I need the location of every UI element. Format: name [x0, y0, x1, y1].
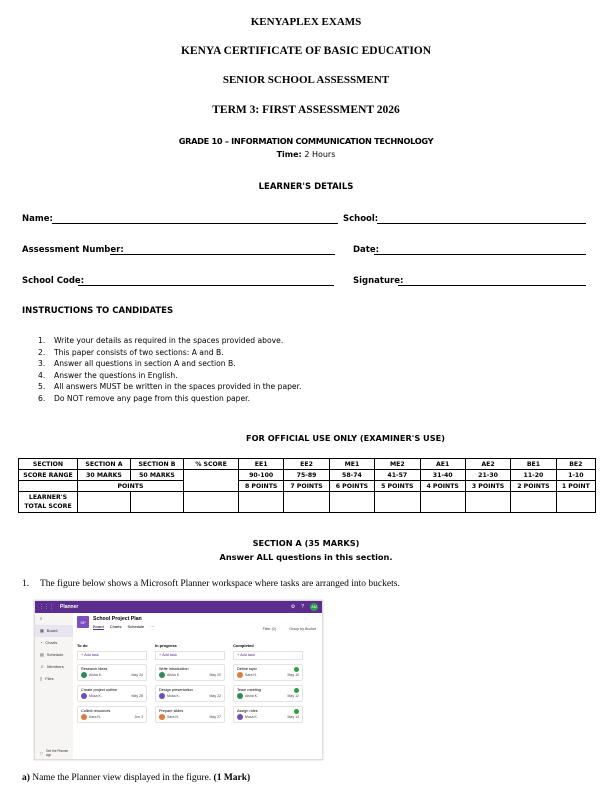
task-card: Research ideas Aisha K. May 24 [77, 664, 147, 681]
table-cell: BE2 [556, 459, 595, 470]
table-cell [284, 492, 329, 513]
table-cell: 3 POINTS [465, 481, 510, 492]
bucket-title: To do [77, 643, 88, 648]
table-row [19, 459, 596, 470]
table-cell: LEARNER'S TOTAL SCORE [19, 492, 78, 513]
help-icon: ? [301, 604, 304, 610]
table-cell: 6 POINTS [329, 481, 374, 492]
table-cell [329, 492, 374, 513]
table-cell [184, 470, 239, 492]
question-1 [22, 579, 400, 589]
sidebar-item-files: ▯ Files [35, 673, 73, 685]
question-text: The figure below shows a Microsoft Planner workspace where tasks are arranged into buckets. [40, 579, 400, 589]
planner-figure [34, 600, 323, 760]
signature-field[interactable] [398, 285, 586, 286]
avatar [81, 693, 87, 699]
table-cell: 75-89 [284, 470, 329, 481]
check-icon [294, 667, 299, 672]
exam-body: KENYAPLEX EXAMS [250, 16, 362, 28]
question-1a [22, 773, 250, 783]
board-icon: ▦ [40, 628, 44, 633]
table-cell: 31-40 [420, 470, 465, 481]
tab-board: Board [93, 624, 104, 629]
app-launcher-icon: ⋮⋮⋮ [39, 604, 54, 610]
plan-tabs [93, 624, 154, 630]
get-app-link: ▢ Get the Planner app [40, 749, 69, 757]
instructions-list [38, 335, 301, 404]
time-label: Time: [276, 150, 302, 159]
task-card: Prepare slides Sara N. May 27 [155, 706, 225, 723]
assessment-number-field[interactable] [110, 254, 335, 255]
tab-schedule: Schedule [127, 624, 145, 629]
table-cell: 58-74 [329, 470, 374, 481]
date-label: Date: [353, 245, 380, 255]
section-a-subheading: Answer ALL questions in this section. [219, 552, 393, 562]
score-table [18, 458, 596, 513]
question-number: 1. [22, 579, 30, 589]
name-label: Name: [22, 214, 53, 224]
subject-title: GRADE 10 – INFORMATION COMMUNICATION TECHNOLOGY [178, 136, 434, 146]
planner-main [77, 615, 318, 759]
plan-title: School Project Plan [93, 616, 142, 622]
table-cell: 5 POINTS [375, 481, 420, 492]
check-icon [294, 709, 299, 714]
school-code-label: School Code: [22, 276, 85, 286]
table-row [19, 470, 596, 481]
bucket-to-do [77, 643, 147, 727]
table-cell: 41-57 [375, 470, 420, 481]
table-cell: 30 MARKS [78, 470, 131, 481]
section-a-heading: SECTION A (35 MARKS) [252, 538, 360, 548]
table-row [19, 492, 596, 513]
table-cell: 4 POINTS [420, 481, 465, 492]
instruction-item: 6. Do NOT remove any page from this question paper. [38, 393, 251, 403]
check-icon [294, 688, 299, 693]
assessment-number-label: Assessment Number: [22, 245, 124, 255]
term-title: TERM 3: FIRST ASSESSMENT 2026 [212, 104, 400, 116]
task-card: Create project outline Musa K. May 28 [77, 685, 147, 702]
date-field[interactable] [374, 254, 586, 255]
table-cell[interactable] [78, 492, 131, 513]
plan-badge: SP [77, 616, 89, 628]
table-cell [465, 492, 510, 513]
table-cell: SCORE RANGE [19, 470, 78, 481]
add-task-button: + Add task [155, 651, 225, 660]
bucket-in-progress [155, 643, 225, 727]
task-card: Write introduction Aisha K. May 20 [155, 664, 225, 681]
table-row [19, 481, 596, 492]
settings-icon: ⚙ [290, 604, 296, 610]
school-label: School: [343, 214, 379, 224]
table-cell: 8 POINTS [239, 481, 284, 492]
planner-app-name: Planner [60, 604, 79, 610]
table-cell: ME2 [375, 459, 420, 470]
filter-button: Filter (0) [262, 627, 276, 631]
table-cell: 11-20 [511, 470, 556, 481]
bucket-title: In progress [155, 643, 177, 648]
name-field[interactable] [52, 223, 338, 224]
file-icon: ▯ [40, 676, 43, 681]
task-card: Design presentation Musa K. May 22 [155, 685, 225, 702]
table-cell: SECTION B [131, 459, 184, 470]
part-marks: (1 Mark) [213, 773, 251, 783]
table-cell: EE2 [284, 459, 329, 470]
avatar [159, 693, 165, 699]
avatar [81, 714, 87, 720]
instruction-item: 1. Write your details as required in the spaces provided above. [38, 336, 284, 345]
official-use-heading: FOR OFFICIAL USE ONLY (EXAMINER'S USE) [246, 433, 445, 443]
part-text: Name the Planner view displayed in the figure. [32, 773, 212, 783]
sidebar-item-charts: ◔ Charts [35, 637, 73, 649]
table-cell: 21-30 [465, 470, 510, 481]
table-cell: EE1 [239, 459, 284, 470]
table-cell [420, 492, 465, 513]
avatar [237, 714, 243, 720]
bucket-completed [233, 643, 303, 727]
signature-label: Signature: [353, 276, 404, 286]
planner-sidebar [35, 613, 73, 759]
time-value: 2 Hours [304, 150, 336, 159]
avatar: AM [311, 605, 317, 609]
instruction-item: 3. Answer all questions in section A and section B. [38, 359, 236, 368]
calendar-icon: ▤ [40, 652, 44, 657]
sidebar-item-members: ☺ Members [35, 661, 73, 673]
task-card: Team meeting Aisha K. May 12 [233, 685, 303, 702]
table-cell: SECTION [19, 459, 78, 470]
instruction-item: 2. This paper consists of two sections: A and B. [38, 347, 224, 357]
table-cell: ME1 [329, 459, 374, 470]
certificate-title: KENYA CERTIFICATE OF BASIC EDUCATION [180, 45, 432, 57]
tab-more: ··· [150, 624, 155, 629]
table-cell: AE1 [420, 459, 465, 470]
bucket-title: Completed [233, 643, 254, 648]
tab-charts: Charts [109, 624, 122, 629]
sidebar-item-board: ▦ Board [35, 625, 73, 637]
table-cell: 2 POINTS [511, 481, 556, 492]
school-field[interactable] [377, 223, 586, 224]
members-icon: ☺ [40, 664, 45, 669]
table-cell: % SCORE [184, 459, 239, 470]
table-cell: 1 POINT [556, 481, 595, 492]
table-cell: 7 POINTS [284, 481, 329, 492]
sidebar-item-schedule: ▤ Schedule [35, 649, 73, 661]
phone-icon: ▢ [40, 751, 44, 755]
group-by-button: Group by Bucket [289, 627, 316, 631]
table-cell[interactable] [131, 492, 184, 513]
table-cell: AE2 [465, 459, 510, 470]
school-code-field[interactable] [78, 285, 334, 286]
table-cell: POINTS [78, 481, 184, 492]
table-cell: SECTION A [78, 459, 131, 470]
chart-icon: ◔ [40, 640, 43, 645]
table-cell [511, 492, 556, 513]
assessment-title: SENIOR SCHOOL ASSESSMENT [222, 74, 390, 86]
add-task-button: + Add task [233, 651, 303, 660]
table-cell [556, 492, 595, 513]
avatar [159, 714, 165, 720]
task-card: Collect resources Sara N. Jun 3 [77, 706, 147, 723]
table-cell [375, 492, 420, 513]
task-card: Define topic Sara N. May 10 [233, 664, 303, 681]
avatar [237, 693, 243, 699]
avatar [159, 672, 165, 678]
task-card: Assign roles Musa K. May 14 [233, 706, 303, 723]
table-cell: 90-100 [239, 470, 284, 481]
time-line [0, 150, 612, 159]
avatar [81, 672, 87, 678]
table-cell: 50 MARKS [131, 470, 184, 481]
table-cell [19, 481, 78, 492]
instruction-item: 4. Answer the questions in English. [38, 370, 178, 380]
table-cell [239, 492, 284, 513]
table-cell: 1-10 [556, 470, 595, 481]
planner-topbar [35, 601, 322, 613]
learner-details-heading: LEARNER'S DETAILS [258, 182, 354, 192]
add-task-button: + Add task [77, 651, 147, 660]
hamburger-icon: ≡ [40, 616, 43, 621]
table-cell: BE1 [511, 459, 556, 470]
avatar [237, 672, 243, 678]
instruction-item: 5. All answers MUST be written in the spaces provided in the paper. [38, 382, 302, 391]
table-cell[interactable] [184, 492, 239, 513]
part-label: a) [22, 773, 30, 783]
instructions-heading: INSTRUCTIONS TO CANDIDATES [22, 306, 174, 316]
